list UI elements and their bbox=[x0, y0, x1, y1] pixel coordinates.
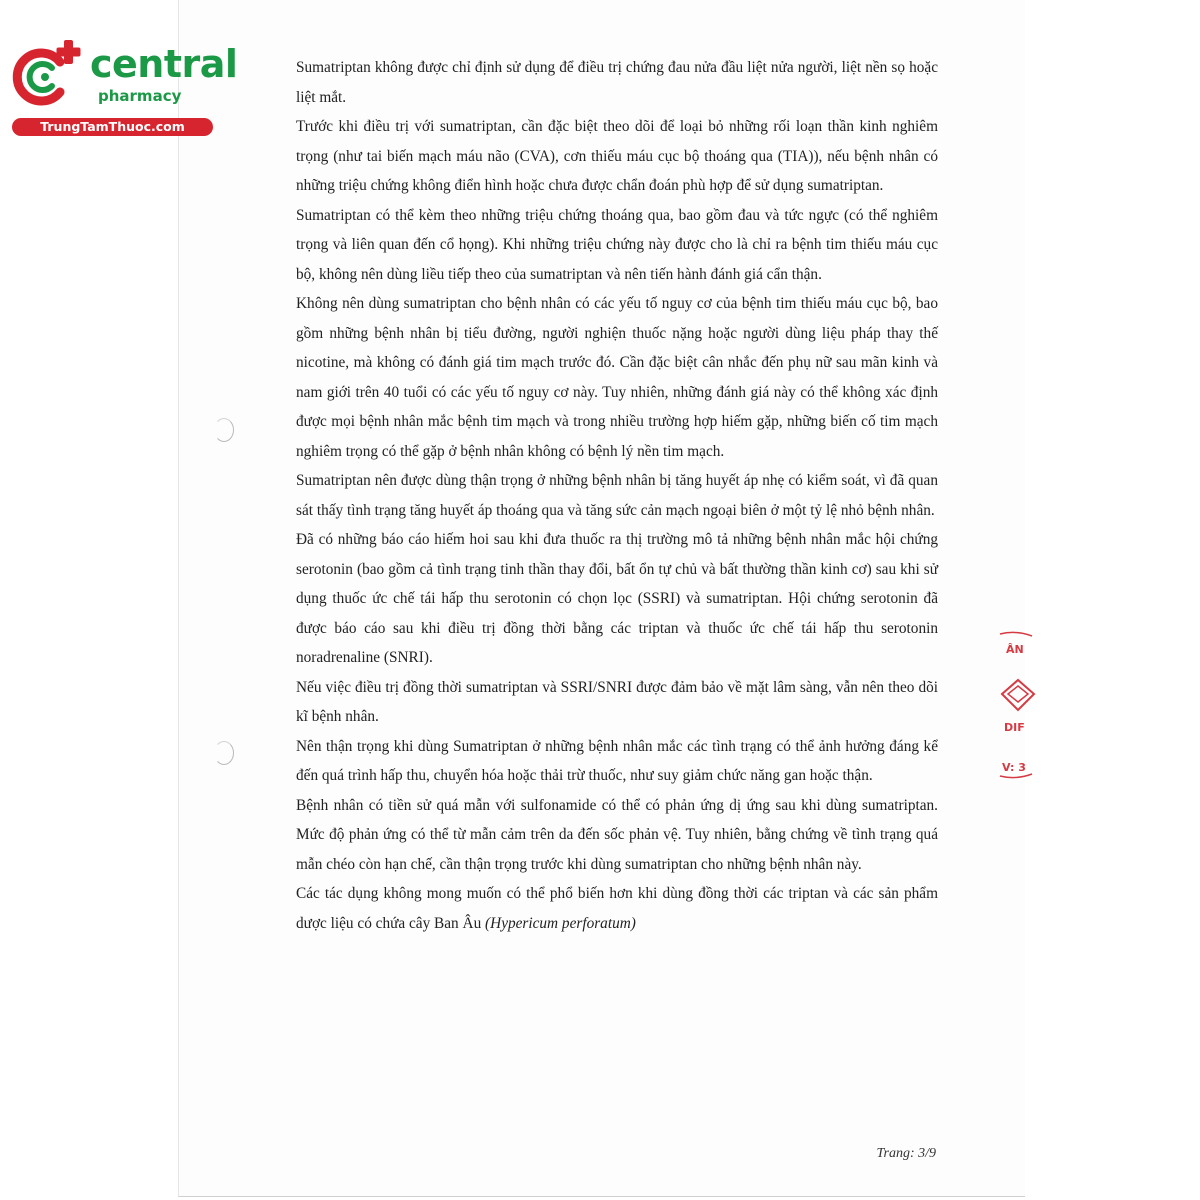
logo-subtitle: pharmacy bbox=[98, 87, 182, 105]
paragraph: Sumatriptan không được chỉ định sử dụng để điều trị chứng đau nửa đầu liệt nửa người, liệt nền sọ hoặc liệt mắt. bbox=[296, 59, 938, 106]
logo-site-link[interactable]: TrungTamThuoc.com bbox=[12, 118, 213, 136]
paragraph: Trước khi điều trị với sumatriptan, cần đặc biệt theo dõi để loại bỏ những rối loạn thần kinh nghiêm trọng (như tai biến mạch máu não (CVA), cơn thiếu máu cục bộ thoáng qua (TIA)), nếu bệnh nhân có những triệu chứng không điển hình hoặc chưa được chẩn đoán phù hợp để sử dụng sumatriptan. bbox=[296, 118, 938, 194]
paragraph-last bbox=[296, 879, 938, 938]
paragraph: Đã có những báo cáo hiếm hoi sau khi đưa thuốc ra thị trường mô tả những bệnh nhân mắc hội chứng serotonin (bao gồm cả tình trạng tinh thần thay đổi, bất ổn tự chủ và bất thường thần kinh cơ) sau khi sử dụng thuốc ức chế tái hấp thu serotonin có chọn lọc (SSRI) và sumatriptan. Hội chứng serotonin đã được báo cáo sau khi điều trị đồng thời bằng các triptan và thuốc ức chế tái hấp thu serotonin noradrenaline (SNRI). bbox=[296, 531, 938, 666]
paragraph-last-text: Các tác dụng không mong muốn có thể phổ biến hơn khi dùng đồng thời các triptan và các sản phẩm dược liệu có chứa cây Ban Âu bbox=[296, 885, 938, 932]
stamp-text: V: 3 bbox=[1002, 761, 1026, 774]
paragraph: Nếu việc điều trị đồng thời sumatriptan và SSRI/SNRI được đảm bảo về mặt lâm sàng, vẫn nên theo dõi kĩ bệnh nhân. bbox=[296, 678, 938, 725]
punch-hole bbox=[214, 418, 234, 442]
stamp-text: DIF bbox=[1004, 721, 1025, 734]
paragraph: Sumatriptan nên được dùng thận trọng ở những bệnh nhân bị tăng huyết áp nhẹ có kiểm soát, vì đã quan sát thấy tình trạng tăng huyết áp thoáng qua và tăng sức cản mạch ngoại biên ở một tỷ lệ nhỏ bệnh nhân. bbox=[296, 472, 938, 519]
red-stamp bbox=[996, 630, 1036, 780]
page-number: Trang: 3/9 bbox=[876, 1146, 936, 1161]
logo-brand-text: central bbox=[90, 42, 238, 86]
paragraph: Không nên dùng sumatriptan cho bệnh nhân có các yếu tố nguy cơ của bệnh tim thiếu máu cục bộ, bao gồm những bệnh nhân bị tiểu đường, người nghiện thuốc nặng hoặc người dùng liệu pháp thay thế nicotine, mà không có đánh giá tim mạch trước đó. Cần đặc biệt cân nhắc đến phụ nữ sau mãn kinh và nam giới trên 40 tuổi có các yếu tố nguy cơ này. Tuy nhiên, những đánh giá này có thể không xác định được mọi bệnh nhân mắc bệnh tim mạch và trong nhiều trường hợp hiếm gặp, những biến cố tim mạch nghiêm trọng có thể gặp ở bệnh nhân không có bệnh lý nền tim mạch. bbox=[296, 295, 938, 460]
stamp-text: ÂN bbox=[1006, 643, 1024, 656]
central-pharmacy-logo[interactable] bbox=[8, 36, 238, 136]
paragraph: Bệnh nhân có tiền sử quá mẫn với sulfonamide có thể có phản ứng dị ứng sau khi dùng sumatriptan. Mức độ phản ứng có thể từ mẫn cảm trên da đến sốc phản vệ. Tuy nhiên, bằng chứng về tình trạng quá mẫn chéo còn hạn chế, cần thận trọng trước khi dùng sumatriptan cho những bệnh nhân này. bbox=[296, 796, 938, 873]
document-body bbox=[296, 53, 938, 938]
paragraph: Sumatriptan có thể kèm theo những triệu chứng thoáng qua, bao gồm đau và tức ngực (có thể nghiêm trọng và liên quan đến cổ họng). Khi những triệu chứng này được cho là chỉ ra bệnh tim thiếu máu cục bộ, không nên dùng liều tiếp theo của sumatriptan và nên tiến hành đánh giá cẩn thận. bbox=[296, 206, 938, 283]
punch-hole bbox=[214, 741, 234, 765]
pharmacy-cross-icon bbox=[8, 36, 90, 116]
paragraph: Nên thận trọng khi dùng Sumatriptan ở những bệnh nhân mắc các tình trạng có thể ảnh hưởng đáng kể đến quá trình hấp thu, chuyển hóa hoặc thải trừ thuốc, như suy giảm chức năng gan hoặc thận. bbox=[296, 737, 938, 784]
latin-name: (Hypericum perforatum) bbox=[485, 914, 636, 932]
